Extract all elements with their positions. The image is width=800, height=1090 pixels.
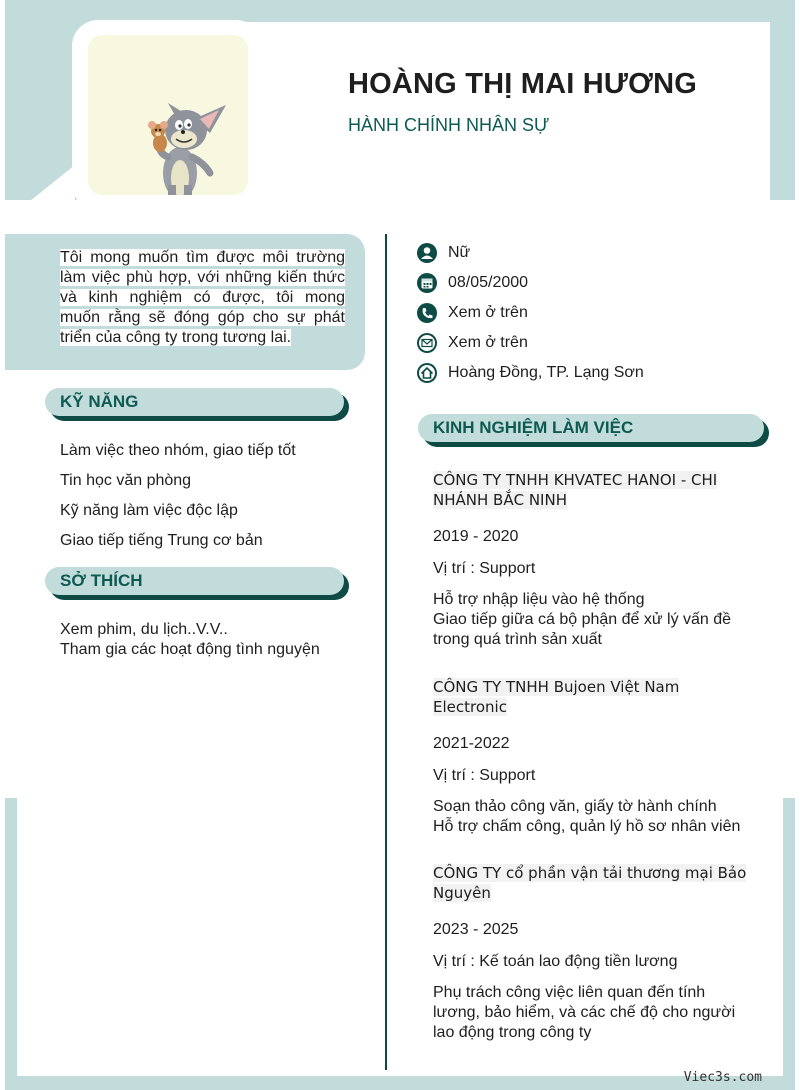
calendar-icon	[417, 273, 437, 293]
objective-text: Tôi mong muốn tìm được môi trường làm việc phù hợp, với những kiến thức và kinh nghiệm có được, tôi mong muốn rằng sẽ đóng góp cho sự phát triển của công ty trong tương lai.	[60, 249, 345, 346]
duty-item: Hỗ trợ chấm công, quản lý hồ sơ nhân viên	[433, 818, 741, 835]
work-period: 2021-2022	[433, 735, 510, 752]
work-period: 2019 - 2020	[433, 528, 519, 545]
career-objective	[60, 248, 345, 348]
column-divider	[385, 234, 387, 1070]
position: Vị trí : Support	[433, 560, 536, 577]
job-title: HÀNH CHÍNH NHÂN SỰ	[348, 115, 550, 135]
experience-entry	[433, 470, 753, 650]
skill-item: Kỹ năng làm việc độc lập	[60, 502, 238, 519]
email-value: Xem ở trên	[448, 334, 528, 351]
home-icon	[417, 363, 437, 383]
experience-title: KINH NGHIỆM LÀM VIỆC	[433, 418, 634, 437]
person-icon	[417, 243, 437, 263]
company-name: CÔNG TY TNHH KHVATEC HANOI - CHI NHÁNH BẮC NINH	[433, 471, 718, 509]
avatar	[88, 35, 248, 195]
duty-item: Giao tiếp giữa cá bộ phận để xử lý vấn đề trong quá trình sản xuất	[433, 611, 732, 648]
birthdate-value: 08/05/2000	[448, 274, 529, 291]
duty-item: Phụ trách công việc liên quan đến tính lương, bảo hiểm, và các chế độ cho người lao động trong công ty	[433, 984, 736, 1041]
skill-item: Tin học văn phòng	[60, 472, 192, 489]
skill-item: Giao tiếp tiếng Trung cơ bản	[60, 532, 263, 549]
company-name: CÔNG TY TNHH Bujoen Việt Nam Electronic	[433, 678, 680, 716]
company-name: CÔNG TY cổ phần vận tải thương mại Bảo Nguyên	[433, 864, 747, 902]
duty-item: Soạn thảo công văn, giấy tờ hành chính	[433, 798, 717, 815]
cartoon-cat-illustration	[88, 35, 248, 195]
phone-icon	[417, 303, 437, 323]
experience-entry	[433, 863, 753, 1043]
skill-item: Làm việc theo nhóm, giao tiếp tốt	[60, 442, 296, 459]
hobby-item: Xem phim, du lịch..V.V..	[60, 621, 228, 638]
gender-value: Nữ	[448, 244, 471, 261]
skills-title: KỸ NĂNG	[60, 392, 139, 411]
hobby-item: Tham gia các hoạt động tình nguyện	[60, 641, 320, 658]
experience-entry	[433, 677, 753, 837]
watermark: Viec3s.com	[683, 1070, 762, 1085]
duty-item: Hỗ trợ nhập liệu vào hệ thống	[433, 591, 645, 608]
position: Vị trí : Support	[433, 767, 536, 784]
mail-icon	[417, 333, 437, 353]
address-value: Hoàng Đồng, TP. Lạng Sơn	[448, 364, 644, 381]
phone-value: Xem ở trên	[448, 304, 528, 321]
position: Vị trí : Kế toán lao động tiền lương	[433, 953, 678, 970]
hobbies-title: SỞ THÍCH	[60, 571, 143, 590]
work-period: 2023 - 2025	[433, 921, 519, 938]
candidate-name: HOÀNG THỊ MAI HƯƠNG	[348, 68, 698, 100]
corner-decoration	[30, 165, 75, 201]
